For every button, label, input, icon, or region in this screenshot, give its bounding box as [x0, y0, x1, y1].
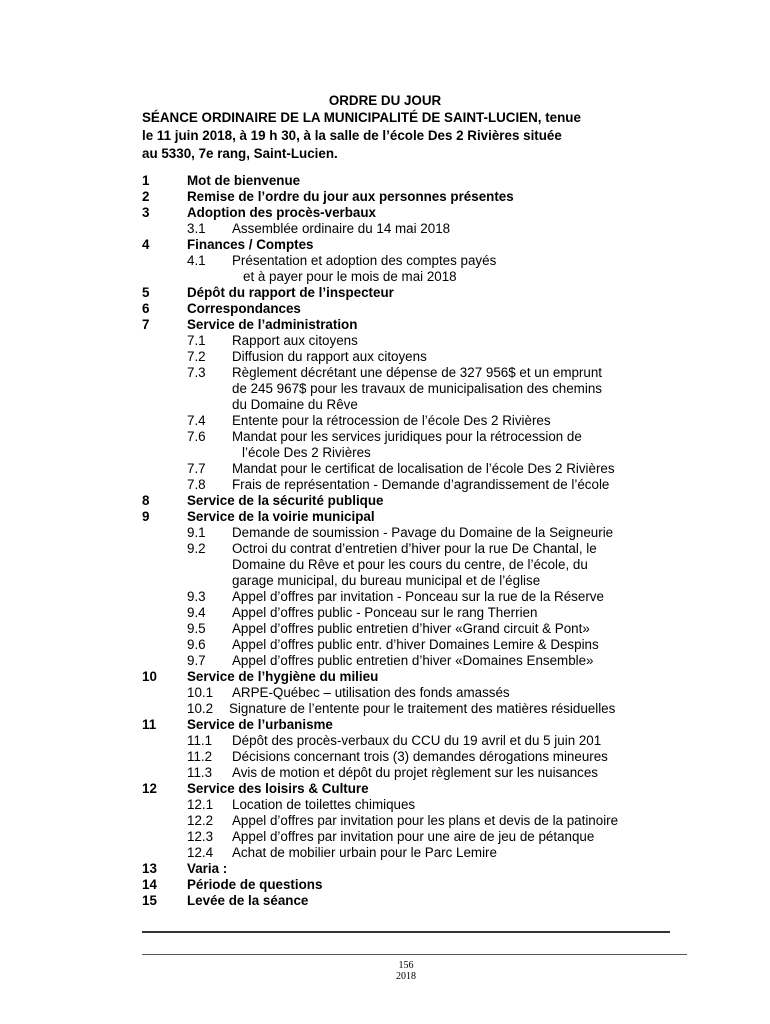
agenda-subitem — [142, 701, 682, 717]
agenda-subitem — [142, 413, 682, 429]
agenda-item-label: Mot de bienvenue — [187, 173, 301, 188]
agenda-item-label: Période de questions — [187, 877, 323, 892]
agenda-subitem-number: 4.1 — [187, 253, 206, 268]
agenda-subitem-number: 7.6 — [187, 429, 206, 444]
agenda-item-label: Finances / Comptes — [187, 237, 314, 252]
page-year: 2018 — [396, 971, 416, 982]
agenda-item-label: Levée de la séance — [187, 893, 309, 908]
agenda-subitem-number: 11.1 — [187, 733, 213, 748]
agenda-subitem-number: 7.7 — [187, 461, 206, 476]
agenda-item-label: Dépôt du rapport de l’inspecteur — [187, 285, 394, 300]
agenda-subitem-number: 11.2 — [187, 749, 213, 764]
agenda-subitem-label: Diffusion du rapport aux citoyens — [232, 349, 427, 364]
agenda-item-number: 2 — [142, 189, 150, 204]
agenda-subitem — [142, 589, 682, 605]
agenda-subitem-number: 7.1 — [187, 333, 206, 348]
agenda-subitem-number: 7.8 — [187, 477, 206, 492]
agenda-subitem — [142, 605, 682, 621]
agenda-subitem-label: Domaine du Rêve et pour les cours du centre, de l’école, du — [232, 557, 588, 572]
agenda-subitem-label: Avis de motion et dépôt du projet règlement sur les nuisances — [232, 765, 598, 780]
agenda-subitem — [142, 765, 682, 781]
agenda-subitem — [142, 333, 682, 349]
agenda-subitem-number: 11.3 — [187, 765, 213, 780]
agenda-item-number: 13 — [142, 861, 157, 876]
agenda-subitem-label: Demande de soumission - Pavage du Domaine de la Seigneurie — [232, 525, 614, 540]
agenda-subitem — [142, 221, 682, 237]
agenda-item — [142, 669, 682, 685]
agenda-subitem-label: Appel d’offres public - Ponceau sur le rang Therrien — [232, 605, 538, 620]
agenda-subitem-continuation — [142, 381, 682, 397]
meeting-description-line: au 5330, 7e rang, Saint-Lucien. — [142, 146, 338, 161]
agenda-item — [142, 317, 682, 333]
agenda-item-label: Remise de l’ordre du jour aux personnes présentes — [187, 189, 514, 204]
agenda-subitem-number: 10.1 — [187, 685, 214, 700]
agenda-item-number: 15 — [142, 893, 157, 908]
agenda-subitem-number: 10.2 — [187, 701, 214, 716]
agenda-subitem-continuation — [142, 445, 682, 461]
agenda-item-number: 12 — [142, 781, 157, 796]
agenda-item-label: Service de l’administration — [187, 317, 358, 332]
agenda-subitem — [142, 461, 682, 477]
agenda-subitem — [142, 813, 682, 829]
agenda-subitem — [142, 749, 682, 765]
agenda-subitem-label: Mandat pour le certificat de localisation de l’école Des 2 Rivières — [232, 461, 615, 476]
page-title: ORDRE DU JOUR — [328, 93, 442, 108]
agenda-subitem-number: 9.3 — [187, 589, 206, 604]
agenda-subitem-label: Location de toilettes chimiques — [232, 797, 416, 812]
agenda-subitem-label: Règlement décrétant une dépense de 327 956$ et un emprunt — [232, 365, 603, 380]
agenda-item — [142, 205, 682, 221]
agenda-subitem-number: 3.1 — [187, 221, 206, 236]
agenda-item-label: Service de l’urbanisme — [187, 717, 333, 732]
agenda-subitem-label: Décisions concernant trois (3) demandes dérogations mineures — [232, 749, 608, 764]
agenda-subitem — [142, 637, 682, 653]
agenda-item — [142, 285, 682, 301]
agenda-item-label: Service de l’hygiène du milieu — [187, 669, 379, 684]
agenda-subitem-label: Entente pour la rétrocession de l’école Des 2 Rivières — [232, 413, 551, 428]
agenda-subitem-label: garage municipal, du bureau municipal et de l’église — [232, 573, 541, 588]
agenda-subitem-number: 12.1 — [187, 797, 214, 812]
agenda-subitem-label: Mandat pour les services juridiques pour la rétrocession de — [232, 429, 582, 444]
agenda-subitem-label: Dépôt des procès-verbaux du CCU du 19 avril et du 5 juin 201 — [232, 733, 602, 748]
agenda-item — [142, 781, 682, 797]
agenda-item-label: Correspondances — [187, 301, 301, 316]
agenda-subitem-label: Achat de mobilier urbain pour le Parc Lemire — [232, 845, 497, 860]
divider — [142, 931, 670, 933]
agenda-subitem — [142, 253, 682, 269]
agenda-subitem — [142, 349, 682, 365]
agenda-subitem — [142, 685, 682, 701]
agenda-item — [142, 173, 682, 189]
agenda-subitem-label: l’école Des 2 Rivières — [242, 445, 371, 460]
agenda-item-number: 6 — [142, 301, 150, 316]
agenda-subitem-label: Octroi du contrat d’entretien d’hiver pour la rue De Chantal, le — [232, 541, 597, 556]
agenda-item-label: Varia : — [187, 861, 228, 876]
meeting-description — [142, 109, 662, 163]
agenda-subitem — [142, 621, 682, 637]
meeting-description-line: le 11 juin 2018, à 19 h 30, à la salle de l’école Des 2 Rivières située — [142, 128, 562, 143]
agenda-item-number: 11 — [142, 717, 157, 732]
agenda-item — [142, 717, 682, 733]
agenda-subitem-label: Rapport aux citoyens — [232, 333, 358, 348]
agenda-subitem-label: Appel d’offres par invitation pour les plans et devis de la patinoire — [232, 813, 619, 828]
agenda-item-label: Service de la sécurité publique — [187, 493, 384, 508]
agenda-item — [142, 493, 682, 509]
agenda-subitem-label: Signature de l’entente pour le traitement des matières résiduelles — [229, 701, 616, 716]
agenda-item-label: Service des loisirs & Culture — [187, 781, 369, 796]
footer-divider — [142, 954, 687, 955]
agenda-subitem-number: 9.2 — [187, 541, 206, 556]
agenda-item — [142, 189, 682, 205]
agenda-subitem-label: du Domaine du Rêve — [232, 397, 358, 412]
agenda-item-number: 3 — [142, 205, 150, 220]
agenda-subitem-label: Appel d’offres public entretien d’hiver «Grand circuit & Pont» — [232, 621, 590, 636]
agenda-subitem-label: Appel d’offres par invitation pour une aire de jeu de pétanque — [232, 829, 595, 844]
agenda-subitem-label: Assemblée ordinaire du 14 mai 2018 — [232, 221, 451, 236]
agenda-subitem-number: 7.2 — [187, 349, 206, 364]
agenda-item-number: 9 — [142, 509, 150, 524]
agenda-subitem-number: 12.2 — [187, 813, 214, 828]
agenda-item — [142, 877, 682, 893]
agenda-item-number: 8 — [142, 493, 150, 508]
agenda-subitem-number: 7.3 — [187, 365, 206, 380]
agenda-subitem-label: et à payer pour le mois de mai 2018 — [243, 269, 457, 284]
agenda-subitem-continuation — [142, 557, 682, 573]
agenda-subitem-number: 7.4 — [187, 413, 206, 428]
agenda-item-number: 14 — [142, 877, 157, 892]
agenda-list — [142, 173, 682, 909]
agenda-subitem-continuation — [142, 573, 682, 589]
agenda-subitem-label: Appel d’offres public entretien d’hiver «Domaines Ensemble» — [232, 653, 594, 668]
agenda-subitem-number: 12.3 — [187, 829, 214, 844]
agenda-subitem-label: ARPE-Québec – utilisation des fonds amassés — [232, 685, 510, 700]
agenda-subitem — [142, 733, 682, 749]
agenda-item — [142, 893, 682, 909]
agenda-subitem-label: Présentation et adoption des comptes payés — [232, 253, 497, 268]
agenda-subitem-continuation — [142, 397, 682, 413]
agenda-item-number: 5 — [142, 285, 150, 300]
agenda-subitem — [142, 525, 682, 541]
agenda-subitem-number: 9.4 — [187, 605, 206, 620]
agenda-subitem-label: Appel d’offres public entr. d’hiver Domaines Lemire & Despins — [232, 637, 599, 652]
agenda-subitem — [142, 845, 682, 861]
agenda-item-number: 4 — [142, 237, 150, 252]
agenda-subitem-label: Frais de représentation - Demande d’agrandissement de l’école — [232, 477, 610, 492]
agenda-subitem — [142, 429, 682, 445]
agenda-item-label: Adoption des procès-verbaux — [187, 205, 376, 220]
agenda-subitem-number: 9.7 — [187, 653, 206, 668]
agenda-item — [142, 301, 682, 317]
agenda-item — [142, 237, 682, 253]
agenda-subitem — [142, 797, 682, 813]
agenda-subitem — [142, 477, 682, 493]
agenda-subitem-continuation — [142, 269, 682, 285]
meeting-description-line: SÉANCE ORDINAIRE DE LA MUNICIPALITÉ DE SAINT-LUCIEN, tenue — [142, 110, 581, 125]
agenda-subitem — [142, 829, 682, 845]
agenda-subitem-number: 9.1 — [187, 525, 206, 540]
agenda-subitem — [142, 541, 682, 557]
agenda-subitem-label: de 245 967$ pour les travaux de municipalisation des chemins — [232, 381, 602, 396]
agenda-item — [142, 861, 682, 877]
page-number: 156 — [398, 960, 414, 971]
agenda-subitem — [142, 653, 682, 669]
agenda-subitem-number: 9.6 — [187, 637, 206, 652]
agenda-item — [142, 509, 682, 525]
agenda-item-number: 10 — [142, 669, 157, 684]
agenda-item-number: 7 — [142, 317, 150, 332]
agenda-subitem-number: 12.4 — [187, 845, 214, 860]
agenda-subitem-number: 9.5 — [187, 621, 206, 636]
agenda-item-label: Service de la voirie municipal — [187, 509, 375, 524]
agenda-subitem-label: Appel d’offres par invitation - Ponceau sur la rue de la Réserve — [232, 589, 604, 604]
agenda-subitem — [142, 365, 682, 381]
agenda-item-number: 1 — [142, 173, 150, 188]
